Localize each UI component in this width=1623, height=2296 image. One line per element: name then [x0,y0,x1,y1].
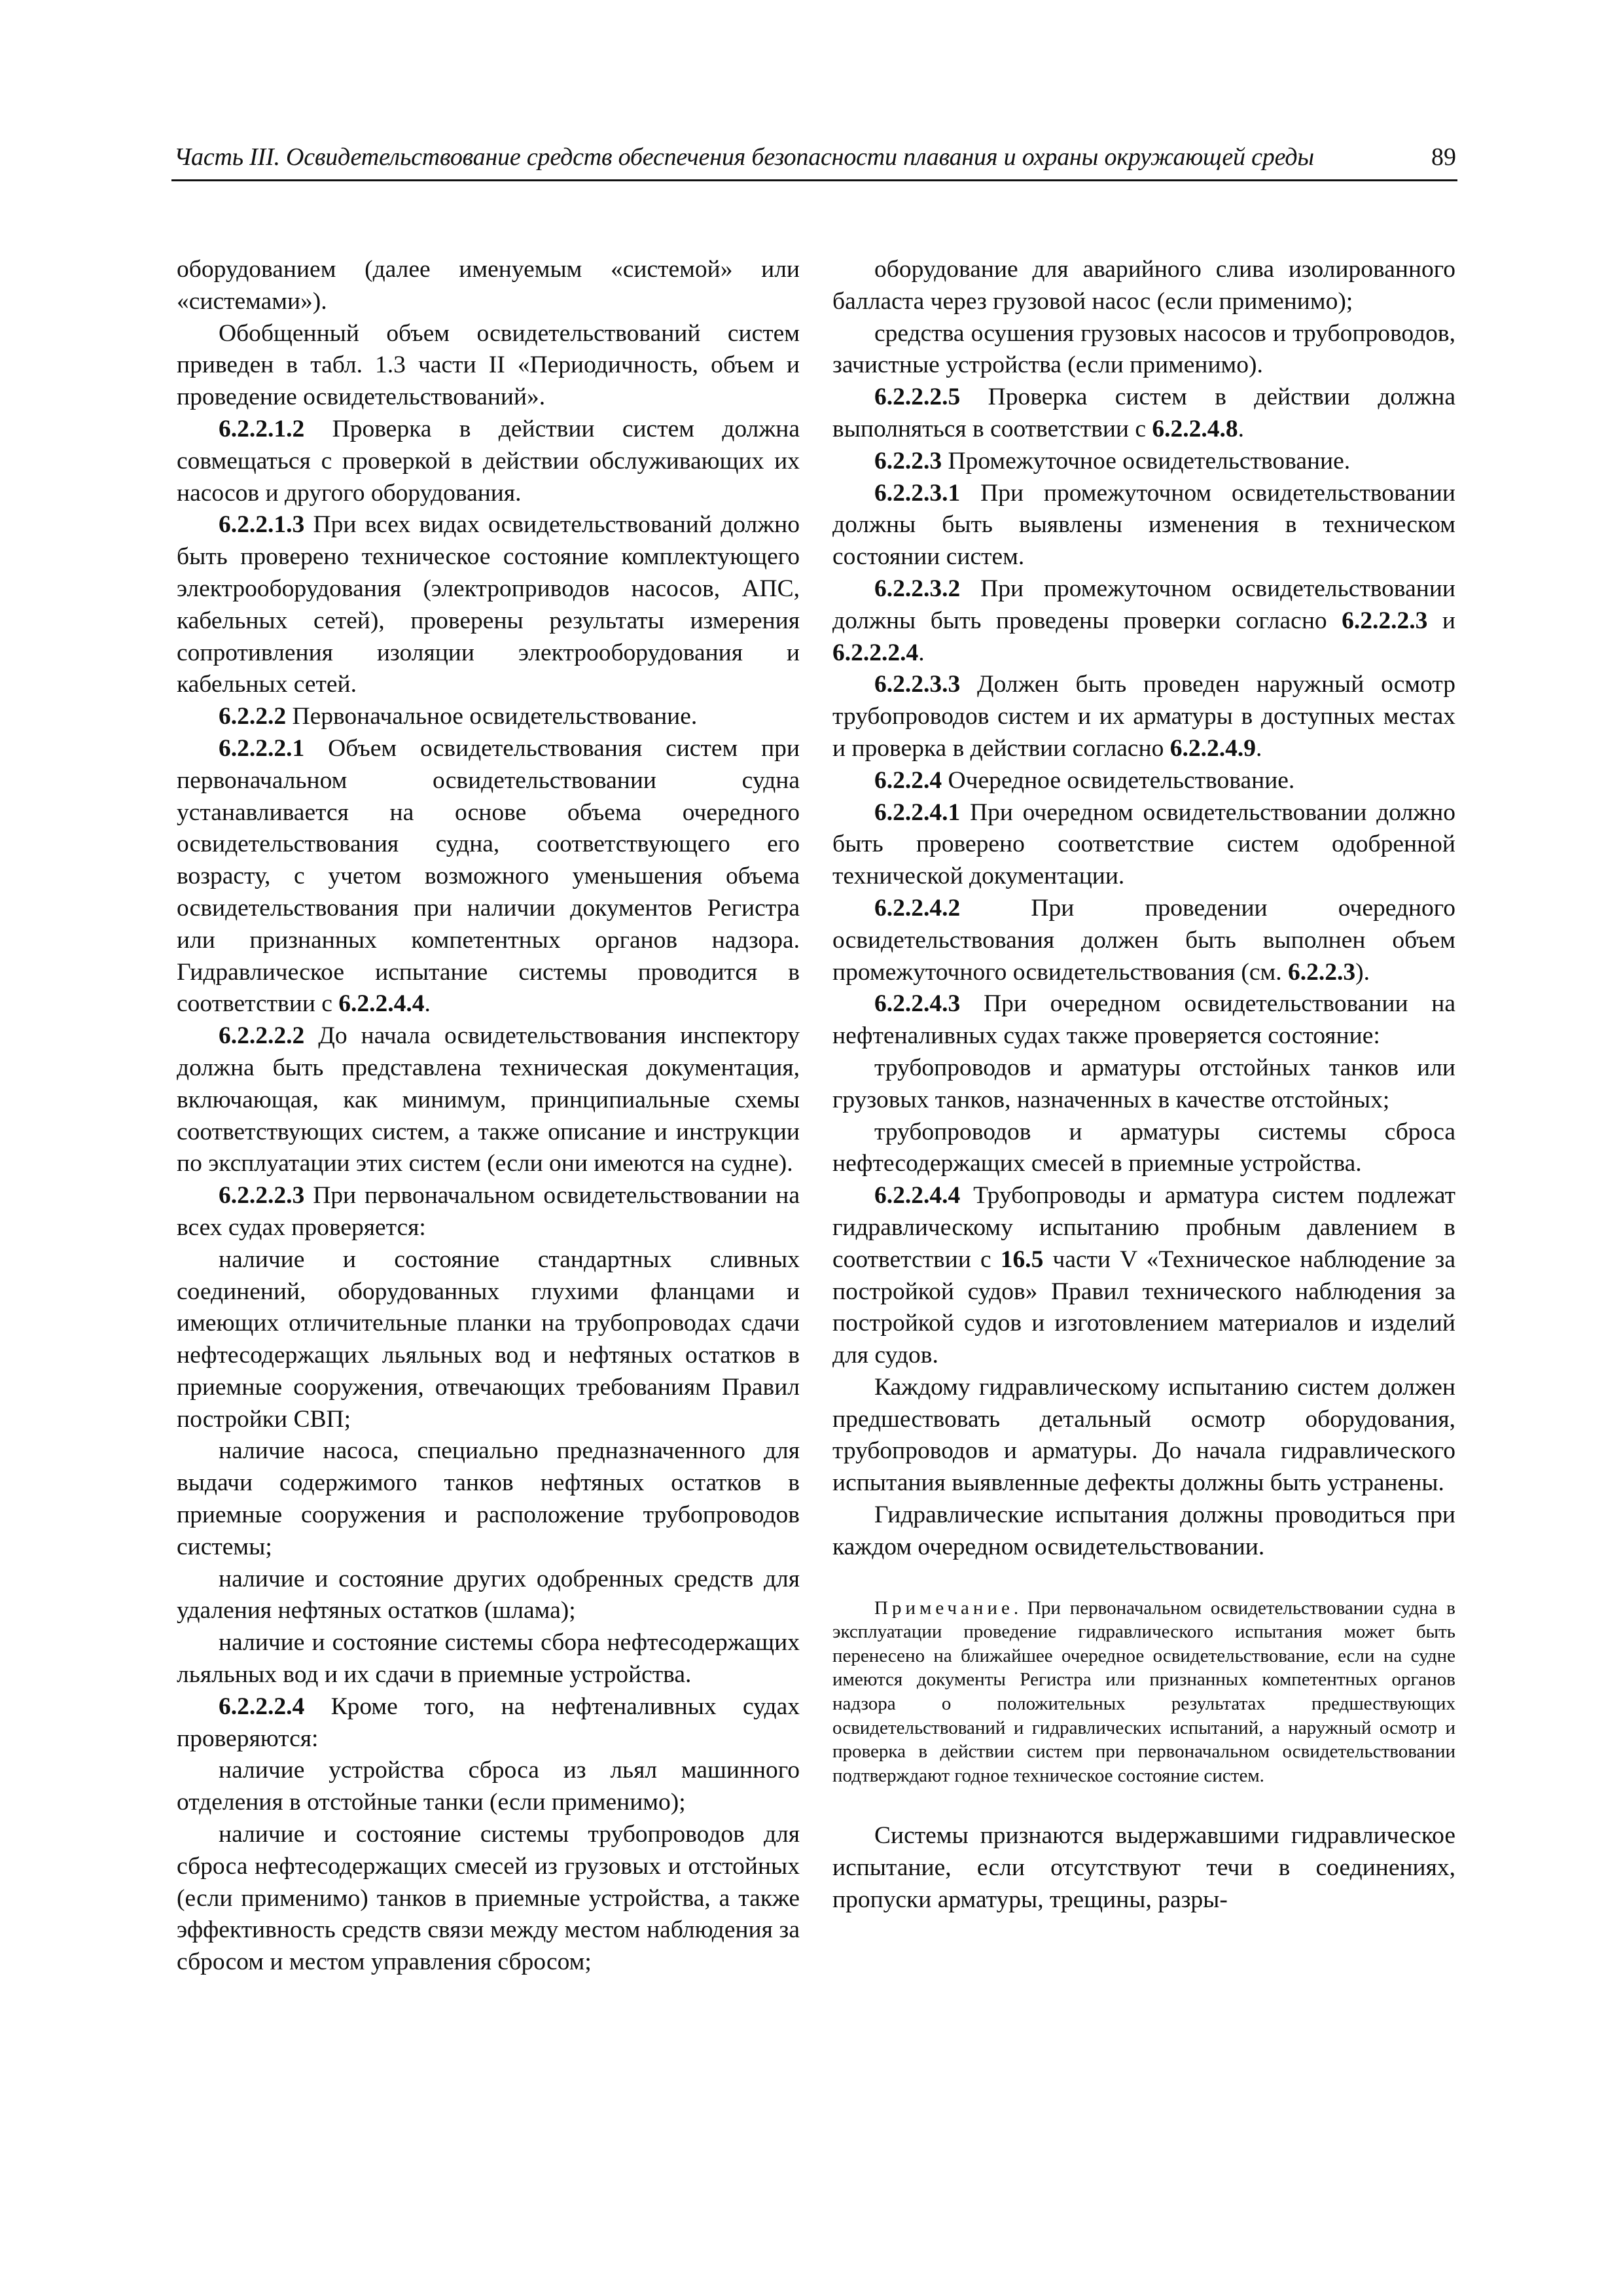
clause-reference: 6.2.2.4.9 [1169,734,1257,762]
paragraph-text: . [918,639,925,666]
paragraph-text: Промежуточное освидетельствование. [942,447,1351,475]
list-item: наличие устройства сброса из льял машинного отделения в отстойные танки (если применимо); [177,1757,800,1816]
note-label: Примечание [874,1597,1014,1619]
page-header [171,140,1457,181]
paragraph-text: Проверка в действии систем должна совмещаться с проверкой в действии обслуживающих их насосов и другого оборудования. [177,415,800,507]
paragraph-text: ). [1355,958,1370,986]
clause-number: 6.2.2.2.2 [219,1022,305,1050]
paragraph-text: Первоначальное освидетельствование. [286,703,698,730]
list-item: наличие и состояние стандартных сливных соединений, оборудованных глухими фланцами и имеющих отличительные планки на трубопроводах сдачи нефтесодержащих льяльных вод и нефтяных остатков в приемные сооружения, отвечающих требованиям Правил постройки СВП; [177,1246,800,1433]
paragraph-text: . [1238,415,1245,442]
paragraph-text: При очередном освидетельствовании на нефтеналивных судах также проверяется состояние: [832,990,1455,1050]
right-column [832,254,1455,1916]
paragraph [177,414,800,509]
clause-reference: 16.5 [1000,1246,1044,1273]
paragraph-text: При всех видах освидетельствований должно быть проверено техническое состояние комплектующего электрооборудования (электроприводов насосов, АПС, кабельных сетей), проверены результаты измерения сопротивления изоляции электрооборудования и кабельных сетей. [177,511,800,698]
clause-number: 6.2.2.2 [219,703,287,730]
clause-number: 6.2.2.2.1 [219,734,305,762]
paragraph-text: Объем освидетельствования систем при первоначальном освидетельствовании судна устанавливается на основе объема очередного освидетельствования судна, соответствующего его возрасту, с учетом возможного уменьшения объема освидетельствования при наличии документов Регистра или признанных компетентных органов надзора. Гидравлическое испытание системы проводится в соответствии с [177,734,800,1018]
clause-number: 6.2.2.3 [874,447,942,475]
paragraph-text: Очередное освидетельствование. [942,766,1295,794]
paragraph-text: При промежуточном освидетельствовании должны быть проведены проверки согласно [832,575,1455,634]
list-item: наличие и состояние системы трубопроводов для сброса нефтесодержащих смесей из грузовых и отстойных (если применимо) танков в приемные устройства, а также эффективность средств связи между местом наблюдения за сбросом и местом управления сбросом; [177,1821,800,1976]
clause-reference: 6.2.2.4.8 [1152,415,1238,442]
paragraph-text: До начала освидетельствования инспектору должна быть представлена техническая документация, включающая, как минимум, принципиальные схемы соответствующих систем, а также описание и инструкции по эксплуатации этих систем (если они имеются на судне). [177,1022,800,1177]
paragraph: оборудованием (далее именуемым «системой» или «системами»). [177,256,800,315]
paragraph [177,1691,800,1755]
paragraph: Системы признаются выдержавшими гидравлическое испытание, если отсутствуют течи в соединениях, пропуски арматуры, трещины, разры- [832,1822,1455,1914]
paragraph-text: При промежуточном освидетельствовании должны быть выявлены изменения в техническом состоянии систем. [832,479,1455,571]
paragraph [832,446,1455,478]
clause-reference: 6.2.2.2.3 [1342,607,1428,634]
paragraph [832,669,1455,764]
clause-number: 6.2.2.4.1 [874,798,961,826]
paragraph [177,1020,800,1180]
paragraph [832,382,1455,446]
page-number: 89 [1431,143,1456,171]
clause-reference: 6.2.2.4.4 [338,990,425,1018]
paragraph-text: . [424,990,431,1018]
paragraph [177,701,800,733]
clause-number: 6.2.2.1.2 [219,415,305,442]
paragraph-text: и [1427,607,1456,634]
left-column [177,254,800,1979]
clause-number: 6.2.2.4 [874,766,942,794]
paragraph [832,797,1455,893]
paragraph [832,893,1455,988]
paragraph-text: При проведении очередного освидетельствования должен быть выполнен объем промежуточного освидетельствования (см. [832,894,1455,986]
paragraph [832,573,1455,669]
paragraph: Каждому гидравлическому испытанию систем должен предшествовать детальный осмотр оборудования, трубопроводов и арматуры. До начала гидравлического испытания выявленные дефекты должны быть устранены. [832,1373,1455,1497]
paragraph: Обобщенный объем освидетельствований систем приведен в табл. 1.3 части II «Периодичность, объем и проведение освидетельствований». [177,319,800,411]
clause-number: 6.2.2.2.5 [874,384,961,411]
list-item: наличие и состояние системы сбора нефтесодержащих льяльных вод и их сдачи в приемные устройства. [177,1629,800,1689]
clause-number: 6.2.2.3.2 [874,575,961,602]
paragraph-text: Проверка систем в действии должна выполняться в соответствии с [832,384,1455,442]
paragraph [177,733,800,1020]
clause-number: 6.2.2.2.4 [219,1693,305,1720]
paragraph-text: Трубопроводы и арматура систем подлежат гидравлическому испытанию пробным давлением в соответствии с [832,1182,1455,1273]
list-item: трубопроводов и арматуры системы сброса нефтесодержащих смесей в приемные устройства. [832,1118,1455,1177]
clause-number: 6.2.2.2.3 [219,1182,305,1210]
paragraph [832,1180,1455,1372]
paragraph: Гидравлические испытания должны проводиться при каждом очередном освидетельствовании. [832,1501,1455,1560]
list-item: наличие насоса, специально предназначенного для выдачи содержимого танков нефтяных остатков в приемные сооружения и расположение трубопроводов системы; [177,1437,800,1560]
clause-number: 6.2.2.4.3 [874,990,961,1018]
clause-number: 6.2.2.3.3 [874,671,961,698]
paragraph-text: Должен быть проведен наружный осмотр трубопроводов систем и их арматуры в доступных местах и проверка в действии согласно [832,671,1455,762]
list-item: трубопроводов и арматуры отстойных танков или грузовых танков, назначенных в качестве отстойных; [832,1054,1455,1113]
list-item: средства осушения грузовых насосов и трубопроводов, зачистные устройства (если применимо). [832,319,1455,379]
clause-number: 6.2.2.4.4 [874,1182,961,1210]
note [832,1596,1455,1788]
paragraph-text: При первоначальном освидетельствовании на всех судах проверяется: [177,1182,800,1241]
paragraph [832,478,1455,573]
paragraph [177,509,800,701]
paragraph [177,1180,800,1244]
clause-reference: 6.2.2.3 [1287,958,1356,986]
paragraph-text: части V «Техническое наблюдение за постройкой судов» Правил технического наблюдения за постройкой судов и изготовлением материалов и изделий для судов. [832,1246,1455,1369]
clause-number: 6.2.2.3.1 [874,479,961,507]
paragraph-text: Кроме того, на нефтеналивных судах проверяются: [177,1693,800,1752]
note-text: . При первоначальном освидетельствовании судна в эксплуатации проведение гидравлического испытания может быть перенесено на ближайшее очередное освидетельствование, если на судне имеются документы Регистра или признанных компетентных органов надзора о положительных результатах предшествующих освидетельствований и гидравлических испытаний, а наружный осмотр и проверка в действии систем при первоначальном освидетельствовании подтверждают годное техническое состояние систем. [832,1597,1455,1786]
paragraph-text: При очередном освидетельствовании должно быть проверено соответствие систем одобренной технической документации. [832,798,1455,890]
list-item: наличие и состояние других одобренных средств для удаления нефтяных остатков (шлама); [177,1565,800,1624]
clause-reference: 6.2.2.2.4 [832,639,919,666]
list-item: оборудование для аварийного слива изолированного балласта через грузовой насос (если применимо); [832,256,1455,315]
paragraph [832,765,1455,797]
clause-number: 6.2.2.4.2 [874,894,961,922]
paragraph [832,988,1455,1052]
clause-number: 6.2.2.1.3 [219,511,305,539]
running-title: Часть III. Освидетельствование средств обеспечения безопасности плавания и охраны окружающей среды [174,143,1314,171]
paragraph-text: . [1256,734,1262,762]
